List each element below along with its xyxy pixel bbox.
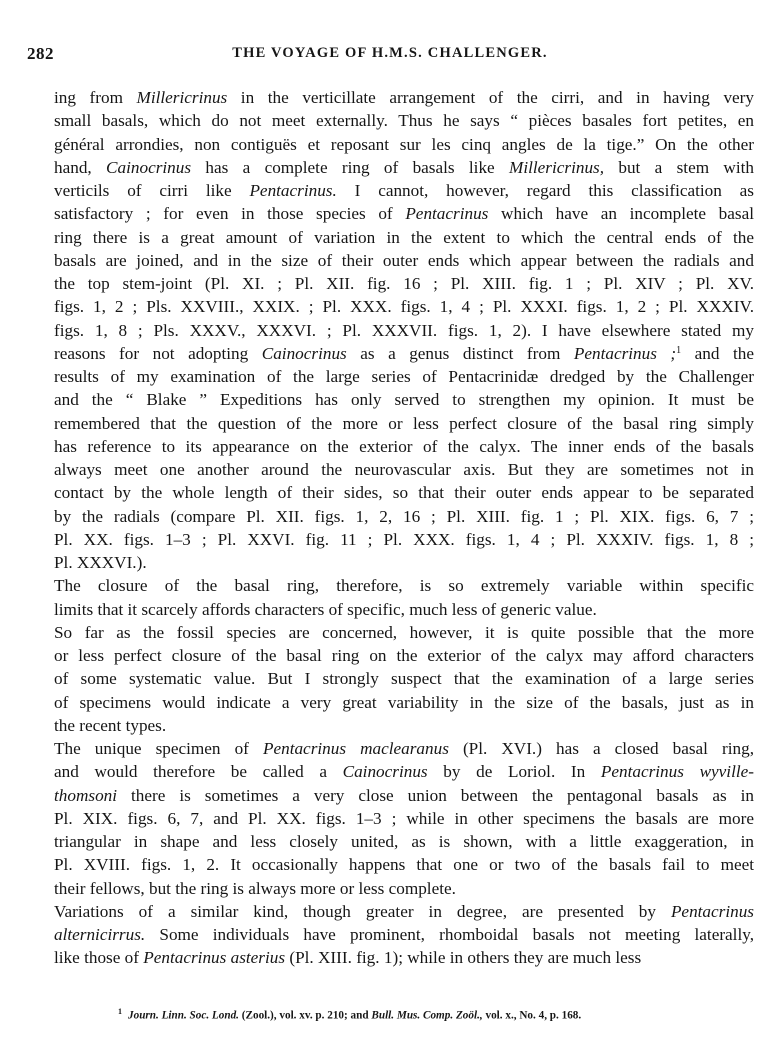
text-run: Pl. XXXVI.). <box>54 553 147 572</box>
text-run: figs. 1, 2 ; Pls. XXVIII., XXIX. ; Pl. XXX. figs. 1, 4 ; Pl. XXXI. figs. 1, 2 ; Pl. XXXIV. <box>54 297 754 317</box>
text-line <box>54 202 754 225</box>
text-run: of some systematic value. But I strongly suspect that the examination of a large series <box>54 669 754 689</box>
text-run: and would therefore be called a <box>54 762 343 782</box>
text-line <box>54 807 754 830</box>
text-line <box>54 853 754 876</box>
italic-text: Millericrinus <box>136 88 228 107</box>
text-run: which have an incomplete basal <box>488 204 754 224</box>
text-line <box>54 435 754 458</box>
text-line <box>54 272 754 295</box>
text-run: Pl. XX. figs. 1–3 ; Pl. XXVI. fig. 11 ; Pl. XXX. figs. 1, 4 ; Pl. XXXIV. figs. 1, 8 ; <box>54 529 754 549</box>
text-line <box>54 109 754 132</box>
text-line <box>54 621 754 644</box>
italic-text: Millericrinus, <box>509 157 605 177</box>
text-run: by the radials (compare Pl. XII. figs. 1, 2, 16 ; Pl. XIII. fig. 1 ; Pl. XIX. figs. 6, 7 ; <box>54 506 754 526</box>
text-run: The unique specimen of <box>54 739 263 758</box>
text-run: reasons for not adopting <box>54 343 262 363</box>
italic-text: Pentacrinus <box>405 204 489 224</box>
page-header <box>27 44 753 68</box>
text-run: there is sometimes a very close union between the pentagonal basals as in <box>117 785 754 805</box>
italic-text: Pentacrinus. <box>249 181 337 200</box>
text-line <box>54 249 754 272</box>
italic-text: Pentacrinus maclearanus <box>262 739 449 758</box>
text-line <box>54 458 754 481</box>
text-line <box>54 551 754 574</box>
paragraph <box>54 900 754 970</box>
text-run: triangular in shape and less closely united, as is shown, with a little exaggeration, in <box>54 832 754 851</box>
text-run: général arrondies, non contiguës et reposant sur les cinq angles de la tige.” On the other <box>54 134 754 154</box>
text-line <box>54 574 754 597</box>
text-line <box>54 412 754 435</box>
text-run: figs. 1, 8 ; Pls. XXXV., XXXVI. ; Pl. XXXVII. figs. 1, 2). I have elsewhere stated my <box>54 320 754 340</box>
text-line <box>54 830 754 853</box>
text-run: So far as the fossil species are concerned, however, it is quite possible that the more <box>54 622 754 642</box>
text-run: Some individuals have prominent, rhomboidal basals not meeting laterally, <box>145 925 754 944</box>
text-line <box>54 342 754 365</box>
text-run: contact by the whole length of their sides, so that their outer ends appear to be separated <box>54 483 754 503</box>
text-run: or less perfect closure of the basal ring on the exterior of the calyx may afford characters <box>54 646 754 665</box>
paragraph <box>54 574 754 621</box>
text-line <box>54 133 754 156</box>
text-run: has reference to its appearance on the exterior of the calyx. The inner ends of the basals <box>54 436 754 456</box>
text-run: hand, <box>54 157 107 177</box>
text-line <box>54 644 754 667</box>
page-number: 282 <box>27 44 54 63</box>
paragraph <box>54 737 754 900</box>
text-run: of specimens would indicate a very great variability in the size of the basals, just as in <box>54 692 754 712</box>
italic-text: Pentacrinus wyville- <box>600 762 754 782</box>
running-head: THE VOYAGE OF H.M.S. CHALLENGER. <box>232 45 548 61</box>
text-line <box>54 667 754 690</box>
body-text <box>54 86 754 970</box>
text-line <box>54 923 754 946</box>
footnote-text <box>128 1010 581 1022</box>
text-line <box>54 388 754 411</box>
text-run: like those of <box>54 948 144 968</box>
text-line <box>54 760 754 783</box>
text-run: the top stem-joint (Pl. XI. ; Pl. XII. fig. 16 ; Pl. XIII. fig. 1 ; Pl. XIV ; Pl. XV. <box>54 274 754 293</box>
text-run: limits that it scarcely affords characters of specific, much less of generic value. <box>54 599 597 619</box>
text-run: the recent types. <box>54 715 167 735</box>
text-line <box>54 877 754 900</box>
text-run: satisfactory ; for even in those species of <box>54 204 406 224</box>
paragraph <box>54 86 754 574</box>
text-run: always meet one another around the neurovascular axis. But they are sometimes not in <box>54 460 754 479</box>
text-run: (Pl. XVI.) has a closed basal ring, <box>448 739 754 758</box>
italic-text: Cainocrinus <box>261 343 347 363</box>
text-run: in the verticillate arrangement of the cirri, and in having very <box>227 88 754 107</box>
text-run: I cannot, however, regard this classification as <box>336 181 754 200</box>
text-line <box>54 691 754 714</box>
text-line <box>54 784 754 807</box>
text-line <box>54 156 754 179</box>
text-run: results of my examination of the large series of Pentacrinidæ dredged by the Challenger <box>54 367 754 386</box>
italic-text: Pentacrinus ; <box>573 343 677 363</box>
italic-text: Bull. Mus. Comp. Zoöl., <box>371 1009 483 1022</box>
text-run: ring there is a great amount of variation in the extent to which the central ends of the <box>54 227 754 247</box>
italic-text: Cainocrinus <box>342 762 428 782</box>
text-line <box>54 505 754 528</box>
text-line <box>54 598 754 621</box>
text-run: vol. x., No. 4, p. 168. <box>482 1009 582 1022</box>
text-run: Pl. XIX. figs. 6, 7, and Pl. XX. figs. 1–3 ; while in other specimens the basals are more <box>54 808 754 828</box>
footnote <box>118 1005 754 1023</box>
italic-text: thomsoni <box>54 785 118 805</box>
text-run: verticils of cirri like <box>54 181 250 200</box>
text-run: basals are joined, and in the size of their outer ends which appear between the radials and <box>54 250 754 270</box>
text-line <box>54 737 754 760</box>
text-run: as a genus distinct from <box>346 343 574 363</box>
text-line <box>54 226 754 249</box>
text-line <box>54 528 754 551</box>
text-line <box>54 714 754 737</box>
text-run: Pl. XVIII. figs. 1, 2. It occasionally happens that one or two of the basals fail to meet <box>54 855 754 875</box>
text-run: their fellows, but the ring is always more or less complete. <box>54 878 456 898</box>
text-run: by de Loriol. In <box>427 762 601 782</box>
text-run: and the “ Blake ” Expeditions has only served to strengthen my opinion. It must be <box>54 390 754 410</box>
text-line <box>54 481 754 504</box>
text-line <box>54 179 754 202</box>
text-run: small basals, which do not meet externally. Thus he says “ pièces basales fort petites, en <box>54 111 754 131</box>
text-line <box>54 295 754 318</box>
text-run: The closure of the basal ring, therefore, is so extremely variable within specific <box>54 576 754 596</box>
text-line <box>54 900 754 923</box>
text-run: remembered that the question of the more or less perfect closure of the basal ring simply <box>54 413 754 433</box>
footnote-marker: 1 <box>118 1007 122 1016</box>
text-run: (Zool.), vol. xv. p. 210; and <box>238 1009 372 1022</box>
italic-text: Journ. Linn. Soc. Lond. <box>128 1009 239 1022</box>
text-run: has a complete ring of basals like <box>191 157 510 177</box>
text-line <box>54 86 754 109</box>
text-run: but a stem with <box>604 157 754 177</box>
footnote-reference: 1 <box>676 344 682 356</box>
text-line <box>54 319 754 342</box>
italic-text: Pentacrinus asterius <box>143 948 286 968</box>
italic-text: Cainocrinus <box>106 157 192 177</box>
text-run: Variations of a similar kind, though greater in degree, are presented by <box>54 901 671 921</box>
italic-text: Pentacrinus <box>670 901 754 921</box>
text-line <box>54 365 754 388</box>
text-run: ing from <box>54 88 137 107</box>
paragraph <box>54 621 754 737</box>
text-run: and the <box>681 343 754 363</box>
italic-text: alternicirrus. <box>54 925 146 944</box>
text-run: (Pl. XIII. fig. 1); while in others they are much less <box>285 948 642 968</box>
text-line <box>54 946 754 969</box>
